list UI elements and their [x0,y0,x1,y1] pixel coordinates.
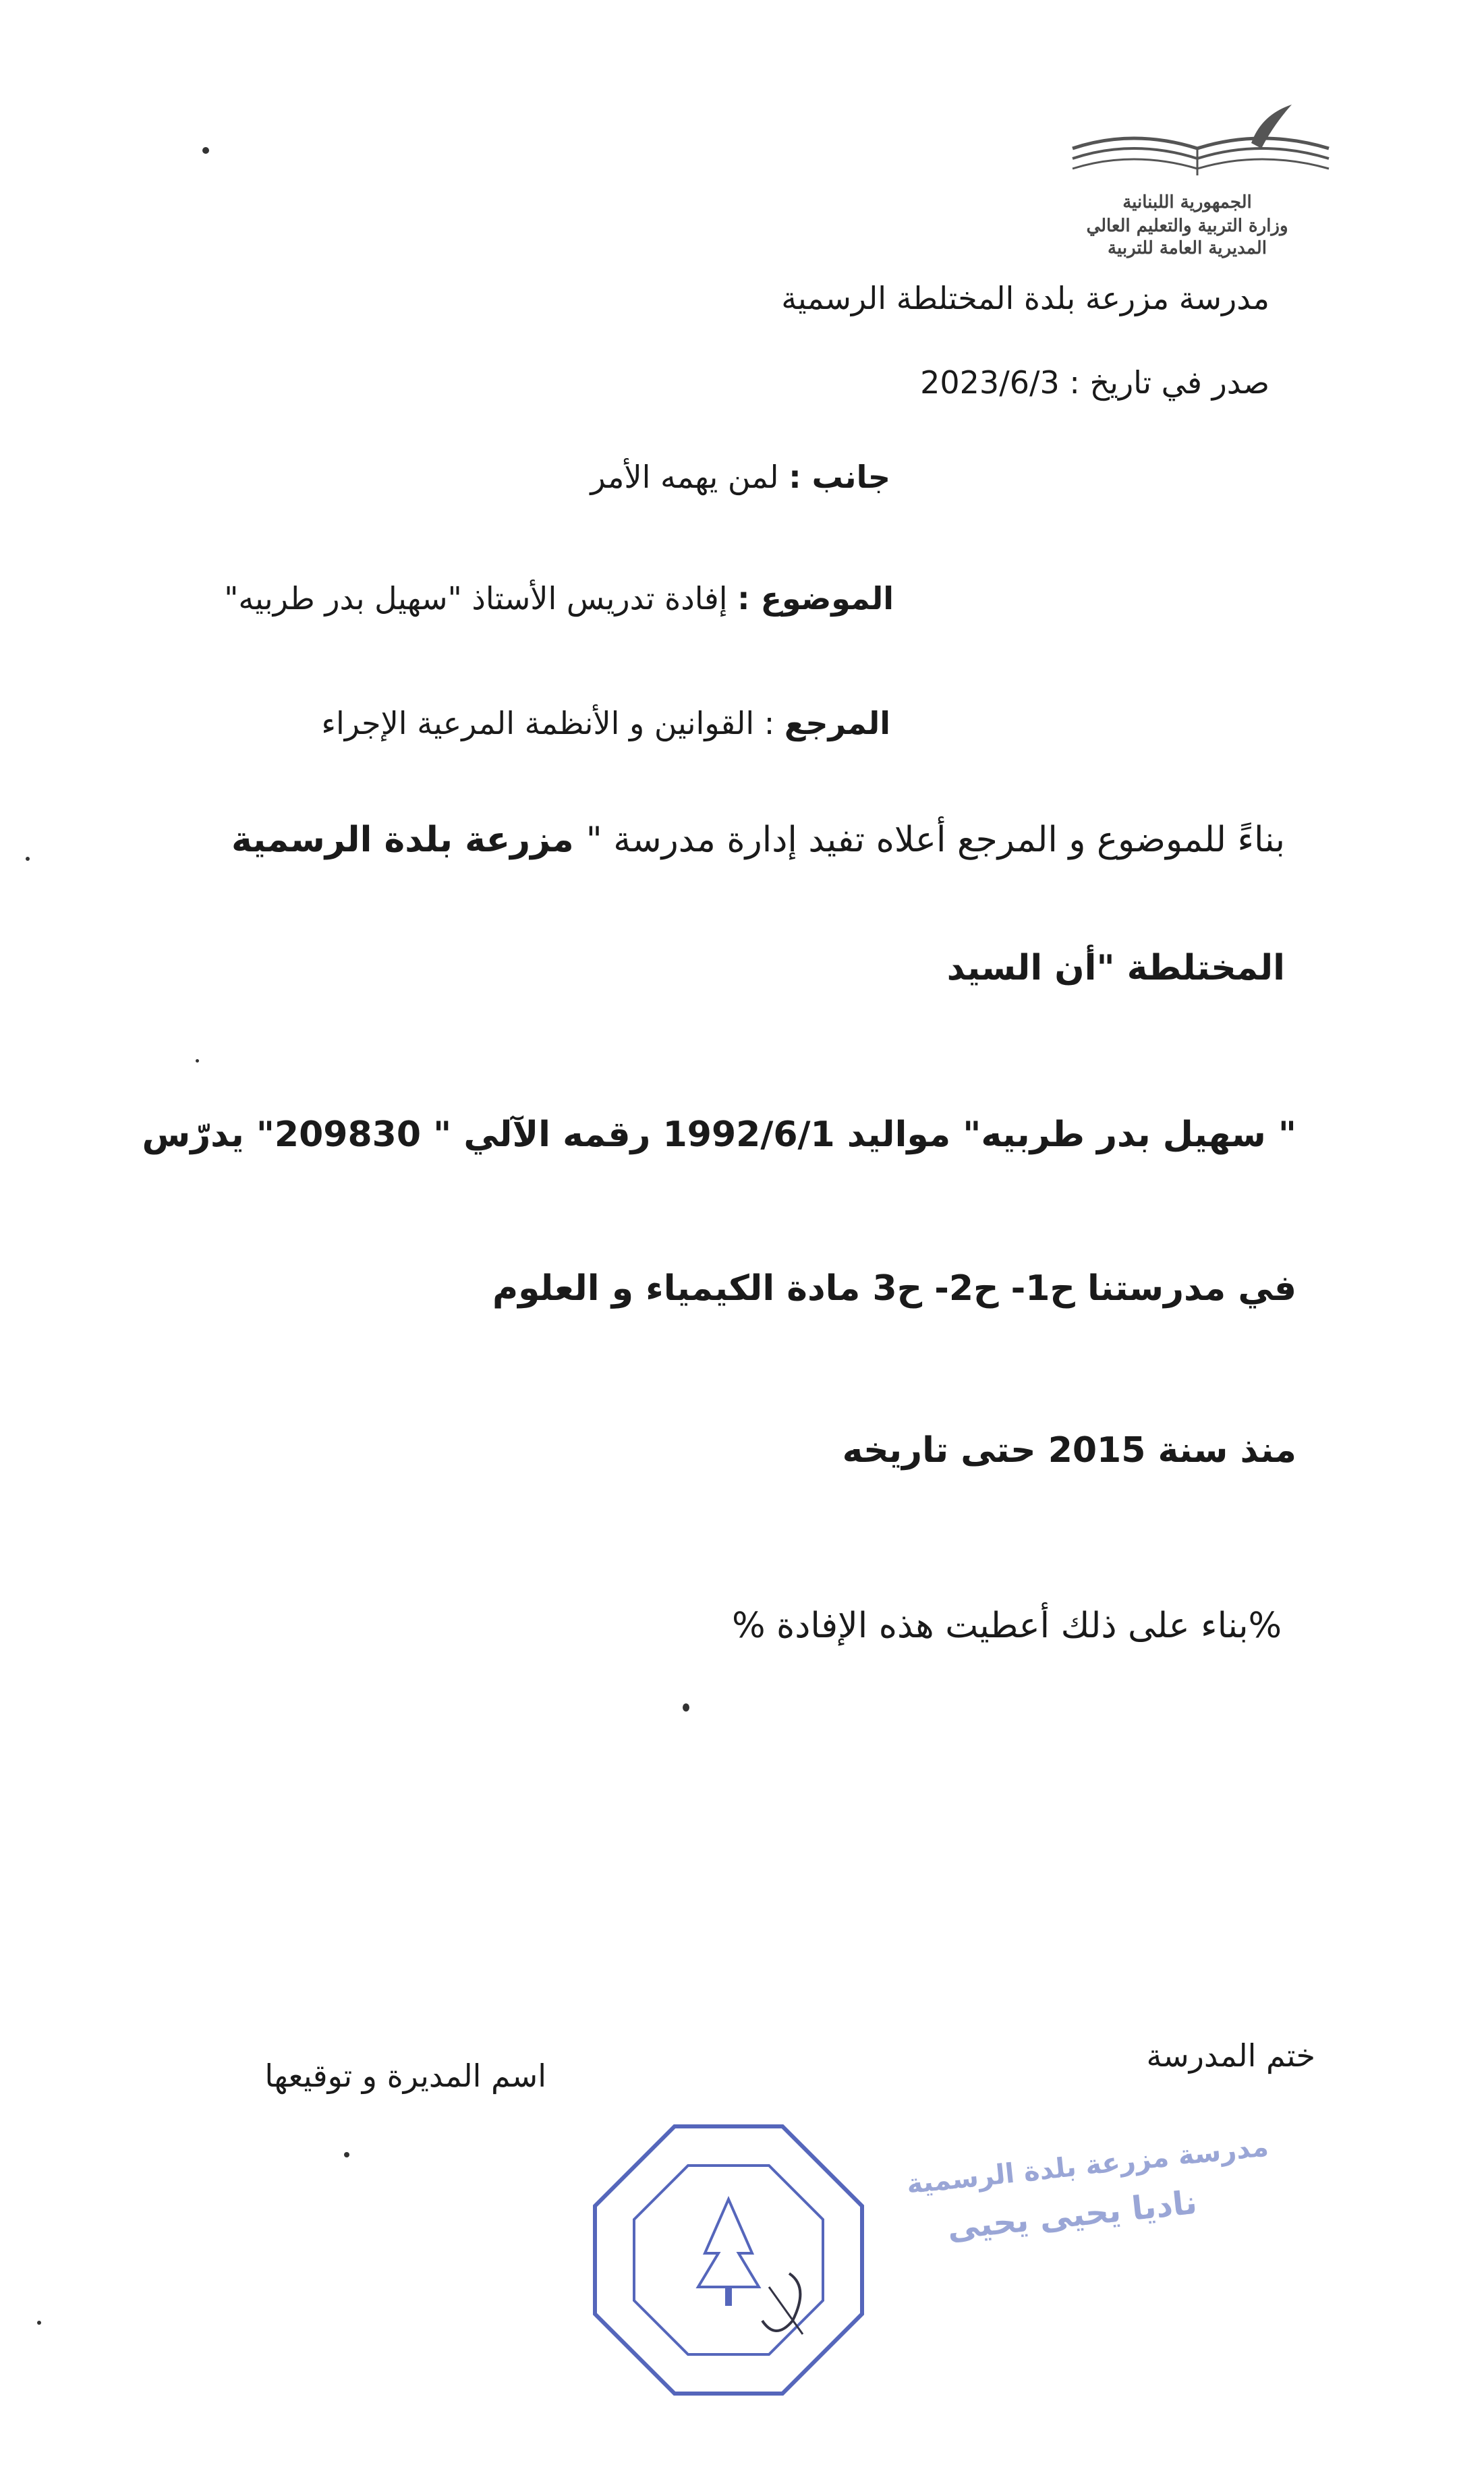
republic-label: الجمهورية اللبنانية [1122,192,1252,213]
scan-speck [683,1703,689,1712]
directorate-label: المديرية العامة للتربية [1108,238,1267,258]
ministry-label: وزارة التربية والتعليم العالي [1086,216,1288,236]
body-line-3: " سهيل بدر طربيه" مواليد 1992/6/1 رقمه الآلي " 209830" يدرّس [142,1114,1296,1155]
official-seal-icon [587,2118,870,2402]
principal-stamp-name: ناديا يحيى يحيى [945,2183,1199,2248]
closing-line: %بناء على ذلك أعطيت هذه الإفادة % [732,1606,1282,1646]
school-stamp-label: ختم المدرسة [1146,2037,1315,2074]
scan-speck [344,2152,349,2157]
subject-line [224,580,894,617]
subject-label: الموضوع : [737,580,894,617]
reference-line [321,705,890,741]
subject-value: إفادة تدريس الأستاذ "سهيل بدر طربيه" [224,580,738,617]
body-line-1-prefix: بناءً للموضوع و المرجع أعلاه تفيد إدارة مدرسة " [586,820,1285,860]
school-name: مدرسة مزرعة بلدة المختلطة الرسمية [781,280,1269,316]
principal-signature-label: اسم المديرة و توقيعها [264,2058,546,2094]
principal-stamp-school: مدرسة مزرعة بلدة الرسمية [905,2131,1270,2201]
body-line-5: منذ سنة 2015 حتى تاريخه [842,1430,1296,1471]
scan-speck [196,1059,199,1063]
ministry-header [1025,101,1349,263]
reference-value: : القوانين و الأنظمة المرعية الإجراء [321,705,784,741]
scan-speck [202,147,209,154]
scan-speck [26,857,30,861]
recipient-line [590,459,890,495]
recipient-value: لمن يهمه الأمر [590,459,789,495]
recipient-label: جانب : [789,459,890,495]
issue-date: صدر في تاريخ : 2023/6/3 [920,364,1269,401]
body-line-1 [231,820,1285,860]
scan-speck [37,2321,41,2325]
book-pen-logo-icon [1059,101,1342,189]
body-line-1-bold: مزرعة بلدة الرسمية [231,820,586,860]
principal-stamp [864,2131,1281,2308]
reference-label: المرجع [784,705,890,741]
body-line-4: في مدرستنا ح1- ح2- ح3 مادة الكيمياء و العلوم [492,1268,1296,1309]
body-line-2: المختلطة "أن السيد [946,948,1285,988]
